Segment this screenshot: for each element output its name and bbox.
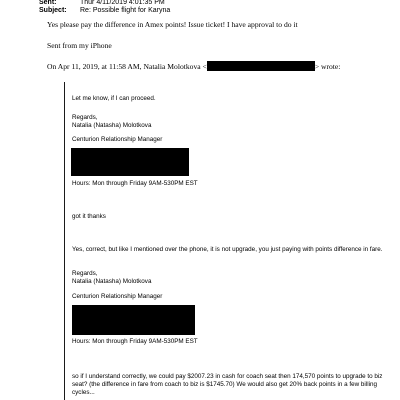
sent-from-iphone: Sent from my iPhone: [47, 41, 112, 50]
quoted-name-2: Natalia (Natasha) Molotkova: [72, 278, 152, 285]
attribution-line: [47, 61, 340, 71]
quoted-title-2: Centurion Relationship Manager: [72, 293, 163, 300]
attribution-suffix: > wrote:: [314, 62, 341, 71]
sent-value: Thur 4/11/2019 4:01:35 PM: [80, 0, 165, 6]
quoted-proceed: Let me know, if I can proceed.: [72, 95, 156, 102]
redacted-email: [207, 61, 315, 71]
attribution-prefix: On Apr 11, 2019, at 11:58 AM, Natalia Molotkova <: [47, 62, 207, 71]
sent-label: Sent:: [39, 0, 57, 6]
subject-value: Re: Possible flight for Karyna: [80, 7, 171, 14]
quoted-hours-2: Hours: Mon through Friday 9AM-530PM EST: [72, 338, 198, 345]
quoted-regards-2: Regards,: [72, 270, 98, 277]
quoted-name-1: Natalia (Natasha) Molotkova: [72, 122, 152, 129]
quoted-understand: so if I understand correctly, we could pay $2007.23 in cash for coach seat then 174,570 points to upgrade to biz seat? (the difference in fare from coach to biz is $1745.70) We would also get 20% back points in a few billing cycles...: [72, 373, 383, 396]
subject-label: Subject:: [39, 7, 67, 14]
quoted-hours-1: Hours: Mon through Friday 9AM-530PM EST: [72, 180, 198, 187]
reply-message: Yes please pay the difference in Amex points! Issue ticket! I have approval to do it: [47, 20, 298, 29]
redacted-block-1: [71, 148, 189, 176]
quote-bar: [64, 82, 65, 400]
quoted-correct: Yes, correct, but like I mentioned over the phone, it is not upgrade, you just paying with points difference in fare.: [72, 246, 383, 253]
redacted-block-2: [72, 305, 195, 335]
quoted-regards-1: Regards,: [72, 114, 98, 121]
quoted-got-it: got it thanks: [72, 213, 106, 220]
quoted-title-1: Centurion Relationship Manager: [72, 136, 163, 143]
